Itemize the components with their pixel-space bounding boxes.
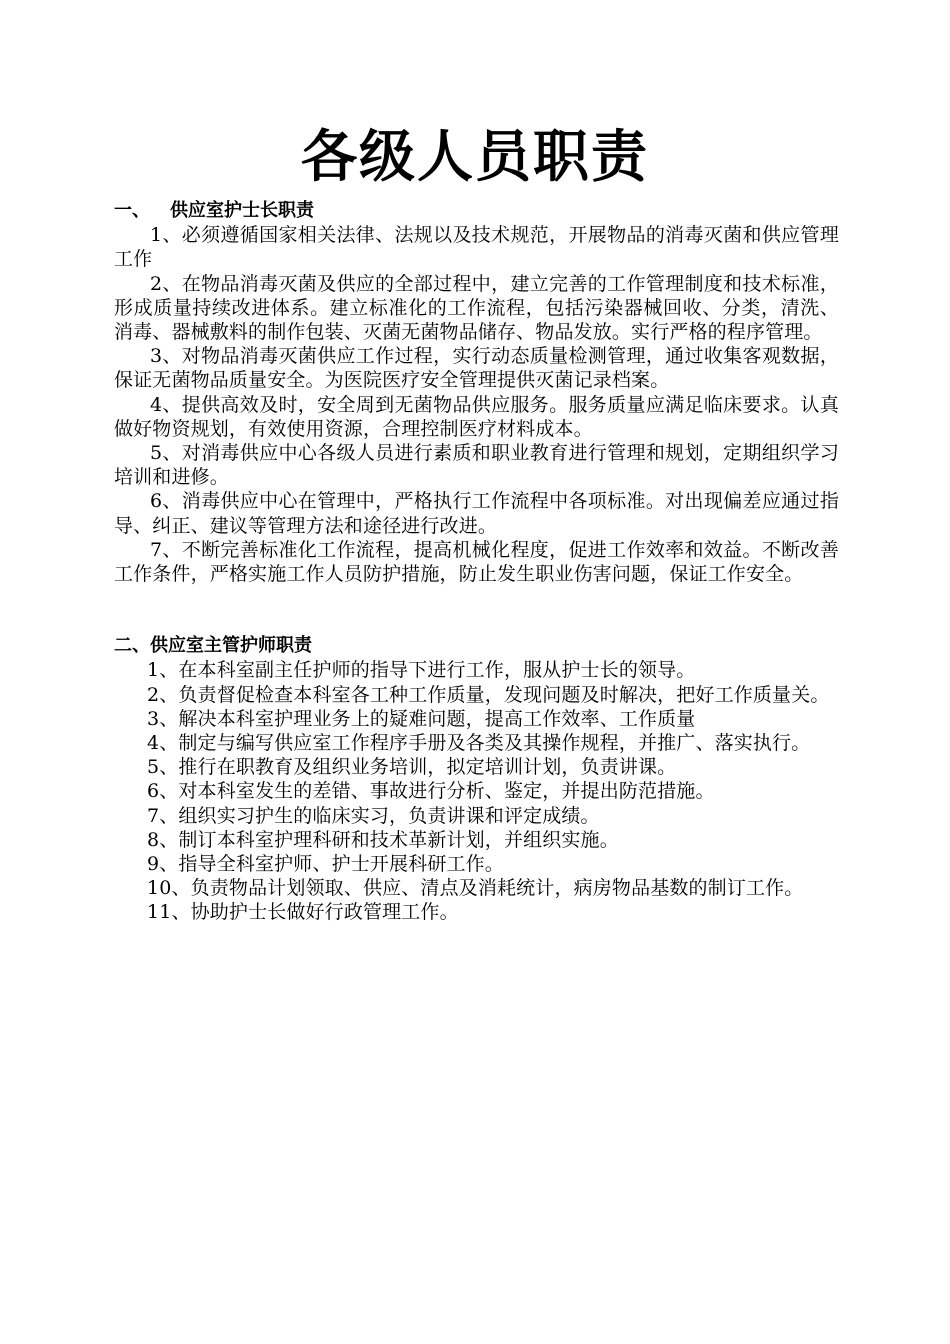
document-title: 各级人员职责 bbox=[301, 125, 649, 190]
document-body bbox=[114, 199, 839, 925]
section-spacer bbox=[114, 586, 839, 634]
section-1-paragraph: 7、不断完善标准化工作流程，提高机械化程度，促进工作效率和效益。不断改善工作条件，严格实施工作人员防护措施，防止发生职业伤害问题，保证工作安全。 bbox=[114, 538, 839, 586]
section-2-item: 10、负责物品计划领取、供应、清点及消耗统计，病房物品基数的制订工作。 bbox=[147, 877, 804, 900]
section-2-item: 4、制定与编写供应室工作程序手册及各类及其操作规程，并推广、落实执行。 bbox=[147, 732, 811, 755]
section-2-item: 5、推行在职教育及组织业务培训，拟定培训计划，负责讲课。 bbox=[147, 756, 677, 779]
section-2-item: 3、解决本科室护理业务上的疑难问题，提高工作效率、工作质量 bbox=[147, 707, 696, 730]
section-2-item: 7、组织实习护生的临床实习，负责讲课和评定成绩。 bbox=[147, 804, 600, 827]
section-1-title: 供应室护士长职责 bbox=[170, 200, 314, 221]
section-1-paragraph: 4、提供高效及时，安全周到无菌物品供应服务。服务质量应满足临床要求。认真做好物资规划，有效使用资源，合理控制医疗材料成本。 bbox=[114, 393, 839, 440]
section-2-item: 8、制订本科室护理科研和技术革新计划，并组织实施。 bbox=[147, 828, 619, 851]
section-2-heading: 二、供应室主管护师职责 bbox=[114, 635, 312, 657]
section-1-paragraph: 5、对消毒供应中心各级人员进行素质和职业教育进行管理和规划，定期组织学习培训和进修。 bbox=[114, 442, 839, 489]
section-2-item: 9、指导全科室护师、护士开展科研工作。 bbox=[147, 853, 504, 876]
section-1-heading bbox=[114, 199, 839, 223]
section-1-paragraph: 2、在物品消毒灭菌及供应的全部过程中，建立完善的工作管理制度和技术标准，形成质量持续改进体系。建立标准化的工作流程，包括污染器械回收、分类，清洗、消毒、器械敷料的制作包装、灭菌无菌物品储存、物品发放。实行严格的程序管理。 bbox=[114, 272, 839, 344]
section-1-paragraph: 1、必须遵循国家相关法律、法规以及技术规范，开展物品的消毒灭菌和供应管理工作 bbox=[114, 224, 839, 271]
section-1-paragraph: 3、对物品消毒灭菌供应工作过程，实行动态质量检测管理，通过收集客观数据，保证无菌物品质量安全。为医院医疗安全管理提供灭菌记录档案。 bbox=[114, 345, 839, 392]
section-2-item: 2、负责督促检查本科室各工种工作质量，发现问题及时解决，把好工作质量关。 bbox=[147, 683, 830, 706]
section-2-item: 11、协助护士长做好行政管理工作。 bbox=[147, 901, 459, 924]
section-1-number: 一、 bbox=[114, 200, 150, 221]
section-2-item: 1、在本科室副主任护师的指导下进行工作，服从护士长的领导。 bbox=[147, 659, 696, 682]
section-1-paragraph: 6、消毒供应中心在管理中，严格执行工作流程中各项标准。对出现偏差应通过指导、纠正、建议等管理方法和途径进行改进。 bbox=[114, 490, 839, 537]
section-2-item: 6、对本科室发生的差错、事故进行分析、鉴定，并提出防范措施。 bbox=[147, 780, 715, 803]
